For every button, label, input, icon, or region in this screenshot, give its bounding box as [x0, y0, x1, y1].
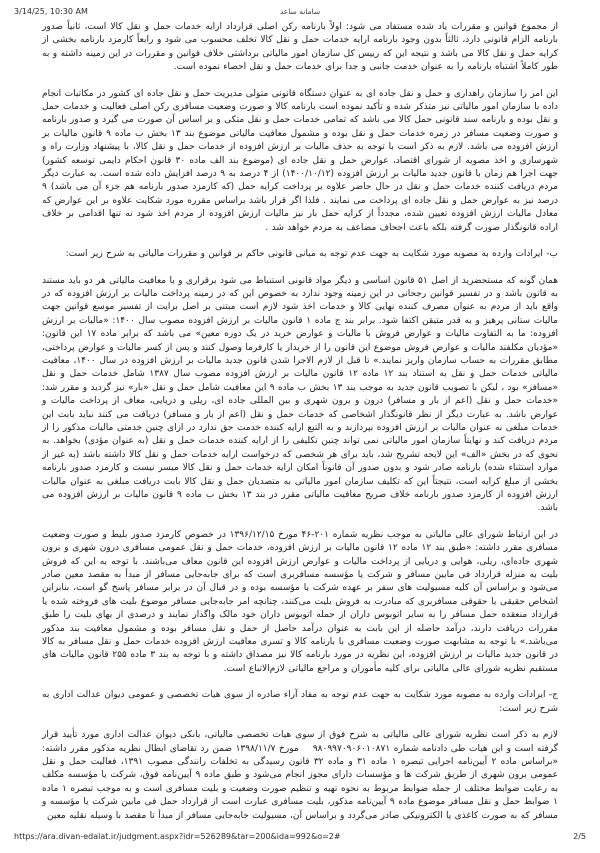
page-number: 2/5: [573, 832, 586, 841]
print-timestamp: 3/14/25, 10:30 AM: [14, 7, 88, 16]
judgment-text-body: [0, 16, 600, 823]
paragraph-court-ruling: لازم به ذکر است نظریه شورای عالی مالیاتی به شرح فوق از سوی هیات تخصصی مالیاتی، بانکی دیوان عدالت اداری مورد تأیید قرار گرفته است و این هیات طی دادنامه شماره ۹۸۰۹۹۷۰۹۰۶۰۱۰۸۷۱ مورخ ۱۳۹۸/۱۱/۷ ضمن رد تقاضای ابطال نظریه مذکور مقرر داشته: «براساس ماده ۲ آیین‌نامه اجرایی تبصره ۱ ماده ۳۱ و ماده ۳۲ قانون رسیدگی به تخلفات رانندگی مصوب ۱۳۹۱، فعالیت حمل و نقل عمومی برون شهری از طریق شرکت ها و مؤسسات دارای مجوز انجام می‌شود و طبق ماده ۹ آیین‌نامه فوق، شرکت یا مؤسسه مکلف به رعایت ضوابط مختلف از جمله ضوابط مربوط به نحوه تهیه و تنظیم صورت وضعیت و بلیت مسافری است و به موجب تبصره ۱ ماده ۱ ضوابط حمل و نقل مسافر موضوع ماده ۹ آیین‌نامه مذکور، بلیت مسافری عبارت است از قرارداد حمل فی مابین شرکت یا مؤسسه و مسافر که به صورت کاغذی یا الکترونیکی صادر می‌گردد و براساس آن، مسیولیت جابه‌جایی مسافر از مبدأ تا مقصد با وسیله نقلیه معین: [42, 730, 559, 821]
paragraph-legal-conclusion: از مجموع قوانین و مقررات یاد شده مستفاد می شود: اولاً بارنامه رکن اصلی قرارداد ارایه خدمات حمل و نقل کالا است، ثانیاً صدور بارنامه الزام قانونی دارد، ثالثاً بدون وجود بارنامه ارایه خدمات حمل و نقل کالا تخلف محسوب می شود و رابعاً کارمزد بارنامه بخشی از کرایه حمل و نقل کالا می باشد و نتیجه این که رییس کل سازمان امور مالیاتی برداشتی خلاف قوانین و مقررات در این زمینه داشته و به طور کاملاً اشتباه بارنامه را به عنوان خدمت جانبی و جدا برای خدمات حمل و نقل احصاء نموده است.: [42, 22, 558, 73]
paragraph-road-organization: این امر را سازمان راهداری و حمل و نقل جاده ای به عنوان دستگاه قانونی متولی مدیریت حمل و نقل جاده ای کشور در مکاتبات انجام داده با سازمان امور مالیاتی نیز متذکر شده و تأکید نموده است بارنامه کالا و صورت وضعیت مسافری رکن اصلی فعالیت و خدمات حمل و نقل بوده و بارنامه سند قانونی حمل کالا می باشد که تمامی خدمات حمل و نقل متکی و بر اساس آن صورت می گیرد و صدور بارنامه و صورت وضعیت مسافر در زمره خدمات حمل و نقل بوده و مشمول معافیت مالیاتی موضوع بند ۱۳ بخش ب ماده ۹ قانون مالیات بر ارزش افزوده می باشد. لازم به ذکر است با توجه به حذف مالیات بر ارزش افزوده از خدمات حمل و نقل کالا، با پیشنهاد وزارت راه و شهرسازی و اخذ مصوبه از شورای اقتصاد، عوارض حمل و نقل جاده ای (موضوع بند الف ماده ۳۰ قانون احکام دایمی توسعه کشور) جهت اجرا هم زمان با قانون جدید مالیات بر ارزش افزوده (۱۴۰۰/۱۰/۱۲) از ۴ درصد به ۹ درصد افزایش داده شده است. به عبارت دیگر مردم دریافت کننده خدمات حمل و نقل در حال حاضر علاوه بر پرداخت کرایه حمل (که کارمزد صدور بارنامه هم جزء آن می باشد) ۹ درصد نیز به عوارض حمل و نقل جاده ای پرداخت می نمایند . فلذا اگر قرار باشد براساس مقرره مورد شکایت علاوه بر این عوارض که معادل مالیات ارزش افزوده تعیین شده، مجدداً از کرایه حمل بار نیز مالیات ارزش افزوده از مردم اخذ شود نه تنها اقدامی بر خلاف اراده قانونگذار صورت گرفته بلکه باعث اجحاف مضاعف به مردم خواهد شد .: [42, 88, 558, 233]
print-footer: [0, 832, 600, 841]
paragraph-section-b-heading: ب- ایرادات وارده به مصوبه مورد شکایت به جهت عدم توجه به مبانی قانونی حاکم بر قوانین و مقررات مالیاتی به شرح زیر است:: [65, 249, 558, 260]
paragraph-constitutional-argument: همان گونه که مستحضرید از اصل ۵۱ قانون اساسی و دیگر مواد قانونی استنباط می شود برقراری و یا معافیت مالیاتی هر دو باید مستند به قانون باشد و در تفسیر قوانین رجحانی در این زمینه وجود ندارد به خصوص این که در زمینه پرداخت مالیات بر ارزش افزوده که در واقع باید از مردم به عنوان مصرف کننده نهایی کالا و خدمات اخذ شود لازم است مبتنی بر اصل برایت از تفسیر موسع قوانین جهت مالیات ستانی پرهیز و به قدر متیقن اکتفا شود. برابر بند ج ماده ۱ قانون مالیات بر ارزش افزوده مصوب سال ۱۴۰۰: «مالیات بر ارزش افزوده: ما به التفاوت مالیات و عوارض فروش با مالیات و عوارض خرید در یک دوره معین» می باشد که برابر ماده ۱۷ این قانون: «مؤدیان مکلفند مالیات و عوارض فروش موضوع این قانون را از خریدار یا کارفرما وصول کنند و پس از کسر مالیات و عوارض پرداختی، مطابق مقررات به حساب سازمان واریز نمایند.» تا قبل از لازم الاجرا شدن قانون جدید مالیات بر ارزش افزوده در سال ۱۴۰۰، معافیت مالیاتی خدمات حمل و نقل به استناد بند ۱۲ ماده ۱۲ قانون مالیات بر ارزش افزوده مصوب سال ۱۳۸۷ شامل خدمات حمل و نقل «مسافر» بود ، لیکن با تصویب قانون جدید به موجب بند ۱۳ بخش ب ماده ۹ این معافیت شامل حمل و نقل «بار» نیز گردید و مقرر شد: «خدمات حمل و نقل (اعم از بار و مسافر) درون و برون شهری و بین المللی جاده ای، ریلی و دریایی، معاف از پرداخت مالیات و عوارض باشد. به عبارت دیگر از نظر قانونگذار اشخاصی که خدمات حمل و نقل (اعم از بار و مسافر) دریافت می کنند نباید بابت این خدمات مبلغی به عنوان مالیات بر ارزش افزوده بپردازند و به التبع ارایه کننده خدمت حق ندارد در ازای چنین خدمتی مالیات مذکور را از مردم دریافت کند و نهایتاً سازمان امور مالیاتی نمی تواند چنین تکلیفی را از ارایه کننده خدمات حمل و نقل (به عنوان مؤدی) بخواهد. به نحوی که در بخش «الف» این لایحه تشریح شد، باید برای هر شخصی که درخواست ارایه خدمات حمل و نقل کالا داشته باشد (به غیر از موارد استثناء شده) بارنامه صادر شود و بدون صدور آن قانوناً امکان ارایه خدمات حمل و نقل کالا میسر نیست و کارمزد صدور بارنامه بخشی از مبلغ کرایه است، نتیجتاً این که تکلیف سازمان امور مالیاتی به متصدیان حمل و نقل کالا بابت دریافت مبلغی به عنوان مالیات ارزش افزوده از کارمزد صدور بارنامه خلاف صریح معافیت مالیاتی مقرر در بند ۱۳ بخش ب ماده ۹ قانون مالیات بر ارزش افزوده می باشد.: [42, 275, 558, 514]
print-header: [0, 0, 600, 16]
footer-url: https://ara.divan-edalat.ir/judgment.aspx?idr=526289&tar=200&ida=992&o=2#: [14, 832, 341, 841]
paragraph-section-j-heading: ج- ایرادات وارده به مصوبه مورد شکایت به جهت عدم توجه به مفاد آراء صادره از سوی هیات تخصصی و عمومی دیوان عدالت اداری به شرح زیر است:: [42, 690, 558, 714]
document-title: سامانه ساعد: [279, 7, 321, 16]
paragraph-tax-council-opinion: در این ارتباط شورای عالی مالیاتی به موجب نظریه شماره ۲۰۱-۴۶ مورخ ۱۳۹۶/۱۲/۱۵ در خصوص کارمزد صدور بلیط و صورت وضعیت مسافری مقرر داشته: «طبق بند ۱۲ ماده ۱۲ قانون مالیات بر ارزش افزوده، خدمات حمل و نقل عمومی مسافری درون شهری و برون شهری جاده‌ای، ریلی، هوایی و دریایی از پرداخت مالیات و عوارض ارزش افزوده این قانون معاف می‌باشند. با توجه به این که فروش بلیت به منزله قرارداد فی مابین مسافر و شرکت یا مؤسسه مسافربری است که برای جابه‌جایی مسافر از مبدأ به مقصد معین صادر می‌شود و براساس آن کلیه مسیولیت های سفر بر عهده شرکت یا مؤسسه بوده و در قبال آن در برابر مسافر پاسخ گو است، بنابراین اشخاص حقیقی یا حقوقی مسافربری که مبادرت به فروش بلیت می‌کنند، چنانچه امر جابه‌جایی مسافر موضوع بلیت های فروخته شده یا قرارداد منعقده حمل مسافر را به سایر اتوبوس داران از جمله اتوبوس داران خود مالک واگذار نمایند و درصدی از بهای بلیت را طبق مقررات دریافت دارند، درآمد حاصله از این بابت به عنوان درآمد حاصل از حمل و نقل مسافر بوده و مشمول معافیت بند مذکور می‌باشد.» با توجه به مشابهت صورت وضعیت مسافری با بارنامه کالا و تسری معافیت ارزش افزوده خدمات حمل و نقل مسافر به کالا در قانون جدید مالیات بر ارزش افزوده، این نظریه در مورد بارنامه کالا نیز مصداق داشته و با توجه به بند ۳ ماده ۲۵۵ قانون مالیات های مستقیم نظریه شورای عالی مالیاتی برای کلیه مأموران و مراجع مالیاتی لازم‌الاتباع است.: [42, 529, 558, 674]
